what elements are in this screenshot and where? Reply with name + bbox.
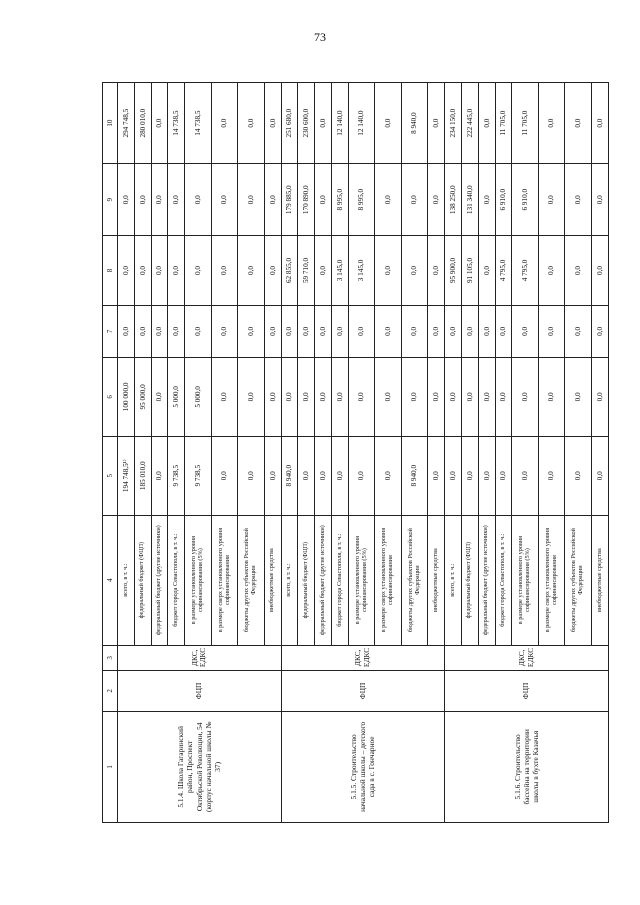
amount-cell: 0,0 [428, 236, 445, 306]
amount-cell: 0,0 [538, 305, 565, 357]
amount-cell: 0,0 [264, 236, 281, 306]
amount-cell: 0,0 [264, 357, 281, 436]
amount-cell: 62 855,0 [281, 236, 298, 306]
financing-category: всего, в т. ч.: [118, 515, 135, 645]
amount-cell: 0,0 [264, 305, 281, 357]
amount-cell: 6 910,0 [495, 164, 512, 236]
financing-category: всего, в т. ч.: [281, 515, 298, 645]
column-number-8: 8 [103, 236, 118, 306]
amount-cell: 280 010,0 [134, 83, 151, 164]
amount-cell: 0,0 [428, 83, 445, 164]
amount-cell: 0,0 [118, 305, 135, 357]
financing-category: бюджет города Севастополя, в т. ч.: [168, 515, 185, 645]
amount-cell: 0,0 [298, 357, 315, 436]
amount-cell: 0,0 [211, 305, 238, 357]
column-number-6: 6 [103, 357, 118, 436]
amount-cell: 0,0 [185, 236, 212, 306]
amount-cell: 0,0 [461, 305, 478, 357]
amount-cell: 0,0 [401, 164, 428, 236]
column-number-1: 1 [103, 711, 118, 822]
amount-cell: 0,0 [512, 305, 539, 357]
column-number-9: 9 [103, 164, 118, 236]
amount-cell: 0,0 [565, 357, 592, 436]
amount-cell: 8 940,0 [401, 83, 428, 164]
amount-cell: 0,0 [211, 436, 238, 515]
amount-cell: 8 995,0 [332, 164, 349, 236]
financing-category: внебюджетные средства [591, 515, 608, 645]
funding-source: ФЦП [281, 671, 445, 712]
amount-cell: 6 910,0 [512, 164, 539, 236]
amount-cell: 0,0 [348, 357, 375, 436]
amount-cell: 0,0 [151, 236, 168, 306]
object-name: 5.1.5. Строительство начальной школы – детского сада в с. Гончарное [281, 711, 445, 822]
amount-cell: 0,0 [375, 305, 402, 357]
amount-cell: 0,0 [495, 436, 512, 515]
financing-category: федеральный бюджет (другие источники) [151, 515, 168, 645]
amount-cell: 138 250,0 [445, 164, 462, 236]
amount-cell: 294 748,5 [118, 83, 135, 164]
financing-category: в размере сверх установленного уровня софинансирования [375, 515, 402, 645]
amount-cell: 0,0 [591, 236, 608, 306]
amount-cell: 0,0 [591, 357, 608, 436]
amount-cell: 14 738,5 [168, 83, 185, 164]
amount-cell: 12 140,0 [348, 83, 375, 164]
financing-category: всего, в т. ч.: [445, 515, 462, 645]
amount-cell: 95 900,0 [445, 236, 462, 306]
amount-cell: 100 000,0 [118, 357, 135, 436]
responsible-party: ДКС, ЕДКС [118, 645, 282, 671]
amount-cell: 0,0 [565, 164, 592, 236]
financing-category: в размере сверх установленного уровня софинансирования [211, 515, 238, 645]
amount-cell: 0,0 [375, 357, 402, 436]
amount-cell: 8 940,0 [401, 436, 428, 515]
amount-cell: 0,0 [428, 436, 445, 515]
amount-cell: 0,0 [591, 164, 608, 236]
amount-cell: 0,0 [211, 236, 238, 306]
financing-category: бюджеты других субъектов Российской Федерации [401, 515, 428, 645]
amount-cell: 0,0 [538, 164, 565, 236]
amount-cell: 9 738,5 [185, 436, 212, 515]
amount-cell: 0,0 [591, 83, 608, 164]
amount-cell: 0,0 [428, 164, 445, 236]
amount-cell: 95 000,0 [134, 357, 151, 436]
amount-cell: 222 445,0 [461, 83, 478, 164]
amount-cell: 11 705,0 [512, 83, 539, 164]
amount-cell: 0,0 [428, 357, 445, 436]
amount-cell: 131 340,0 [461, 164, 478, 236]
responsible-party: ДКС, ЕДКС [445, 645, 609, 671]
financing-category: бюджеты других субъектов Российской Федерации [238, 515, 265, 645]
amount-cell: 0,0 [538, 436, 565, 515]
amount-cell: 234 150,0 [445, 83, 462, 164]
amount-cell: 0,0 [151, 436, 168, 515]
amount-cell: 0,0 [348, 305, 375, 357]
amount-cell: 251 680,0 [281, 83, 298, 164]
column-number-5: 5 [103, 436, 118, 515]
financing-category: в размере сверх установленного уровня софинансирования [538, 515, 565, 645]
amount-cell: 0,0 [315, 436, 332, 515]
amount-cell: 5 000,0 [185, 357, 212, 436]
column-number-3: 3 [103, 645, 118, 671]
amount-cell: 0,0 [151, 83, 168, 164]
funding-table [102, 82, 609, 823]
amount-cell: 0,0 [118, 164, 135, 236]
amount-cell: 0,0 [495, 357, 512, 436]
amount-cell: 0,0 [478, 83, 495, 164]
amount-cell: 0,0 [238, 83, 265, 164]
amount-cell: 0,0 [565, 436, 592, 515]
page-number: 73 [314, 30, 326, 44]
amount-cell: 0,0 [264, 164, 281, 236]
amount-cell: 0,0 [168, 305, 185, 357]
financing-category: внебюджетные средства [264, 515, 281, 645]
financing-category: бюджет города Севастополя, в т. ч.: [495, 515, 512, 645]
amount-cell: 0,0 [591, 436, 608, 515]
amount-cell: 3 145,0 [332, 236, 349, 306]
amount-cell: 0,0 [461, 436, 478, 515]
financing-category: в размере установленного уровня софинансирования (5%) [185, 515, 212, 645]
rotated-table-container [102, 82, 609, 823]
amount-cell: 0,0 [461, 357, 478, 436]
amount-cell: 0,0 [211, 164, 238, 236]
financing-category: внебюджетные средства [428, 515, 445, 645]
amount-cell: 12 140,0 [332, 83, 349, 164]
amount-cell: 0,0 [375, 83, 402, 164]
amount-cell: 0,0 [445, 436, 462, 515]
amount-cell: 0,0 [315, 164, 332, 236]
amount-cell: 0,0 [538, 83, 565, 164]
amount-cell: 0,0 [375, 436, 402, 515]
amount-cell: 5 000,0 [168, 357, 185, 436]
amount-cell: 0,0 [151, 164, 168, 236]
amount-cell: 11 705,0 [495, 83, 512, 164]
amount-cell: 0,0 [134, 236, 151, 306]
responsible-party: ДКС, ЕДКС [281, 645, 445, 671]
amount-cell: 0,0 [428, 305, 445, 357]
financing-category: бюджеты других субъектов Российской Федерации [565, 515, 592, 645]
amount-cell: 9 738,5 [168, 436, 185, 515]
amount-cell: 0,0 [478, 164, 495, 236]
amount-cell: 0,0 [332, 436, 349, 515]
amount-cell: 0,0 [445, 305, 462, 357]
amount-cell: 0,0 [565, 83, 592, 164]
amount-cell: 0,0 [298, 436, 315, 515]
object-name: 5.1.4. Школа Гагаринский район, Проспект Октябрьской Революции, 54 (корпус начальной школы № 37) [118, 711, 282, 822]
amount-cell: 230 600,0 [298, 83, 315, 164]
amount-cell: 0,0 [168, 236, 185, 306]
financing-category: федеральный бюджет (ФЦП) [461, 515, 478, 645]
amount-cell: 0,0 [238, 236, 265, 306]
amount-cell: 0,0 [538, 236, 565, 306]
amount-cell: 4 795,0 [512, 236, 539, 306]
financing-category: в размере установленного уровня софинансирования (5%) [348, 515, 375, 645]
column-number-2: 2 [103, 671, 118, 712]
amount-cell: 0,0 [478, 436, 495, 515]
column-number-7: 7 [103, 305, 118, 357]
object-name: 5.1.6. Строительство бассейна на территории школы в бухте Казачья [445, 711, 609, 822]
table-body [118, 83, 609, 823]
amount-cell: 0,0 [478, 236, 495, 306]
amount-cell: 0,0 [151, 305, 168, 357]
amount-cell: 0,0 [238, 164, 265, 236]
amount-cell: 3 145,0 [348, 236, 375, 306]
amount-cell: 0,0 [538, 357, 565, 436]
amount-cell: 179 885,0 [281, 164, 298, 236]
financing-category: федеральный бюджет (ФЦП) [134, 515, 151, 645]
amount-cell: 0,0 [565, 305, 592, 357]
amount-cell: 8 995,0 [348, 164, 375, 236]
amount-cell: 0,0 [512, 357, 539, 436]
amount-cell: 0,0 [238, 357, 265, 436]
amount-cell: 0,0 [151, 357, 168, 436]
amount-cell: 0,0 [315, 357, 332, 436]
financing-category: в размере установленного уровня софинансирования (5%) [512, 515, 539, 645]
amount-cell: 0,0 [401, 357, 428, 436]
amount-cell: 0,0 [211, 357, 238, 436]
amount-cell: 0,0 [591, 305, 608, 357]
amount-cell: 0,0 [281, 305, 298, 357]
financing-category: федеральный бюджет (ФЦП) [298, 515, 315, 645]
column-number-4: 4 [103, 515, 118, 645]
header-row [103, 83, 118, 823]
financing-category: федеральный бюджет (другие источники) [315, 515, 332, 645]
amount-cell: 0,0 [238, 436, 265, 515]
amount-cell: 0,0 [315, 236, 332, 306]
amount-cell: 0,0 [565, 236, 592, 306]
amount-cell: 0,0 [495, 305, 512, 357]
amount-cell: 0,0 [238, 305, 265, 357]
amount-cell: 0,0 [478, 357, 495, 436]
amount-cell: 0,0 [118, 236, 135, 306]
amount-cell: 4 795,0 [495, 236, 512, 306]
amount-cell: 0,0 [512, 436, 539, 515]
amount-cell: 0,0 [375, 236, 402, 306]
amount-cell: 0,0 [478, 305, 495, 357]
financing-category: федеральный бюджет (другие источники) [478, 515, 495, 645]
amount-cell: 0,0 [211, 83, 238, 164]
amount-cell: 170 890,0 [298, 164, 315, 236]
amount-cell: 0,0 [332, 305, 349, 357]
table-row [118, 83, 135, 823]
amount-cell: 91 105,0 [461, 236, 478, 306]
amount-cell: 59 710,0 [298, 236, 315, 306]
funding-source: ФЦП [445, 671, 609, 712]
funding-source: ФЦП [118, 671, 282, 712]
amount-cell: 0,0 [332, 357, 349, 436]
amount-cell: 0,0 [315, 83, 332, 164]
amount-cell: 0,0 [401, 236, 428, 306]
amount-cell: 0,0 [375, 164, 402, 236]
amount-cell: 0,0 [264, 436, 281, 515]
financing-category: бюджет города Севастополя, в т. ч.: [332, 515, 349, 645]
amount-cell: 194 748,5¹⁾ [118, 436, 135, 515]
amount-cell: 0,0 [445, 357, 462, 436]
amount-cell: 8 940,0 [281, 436, 298, 515]
amount-cell: 185 010,0 [134, 436, 151, 515]
amount-cell: 0,0 [315, 305, 332, 357]
amount-cell: 0,0 [185, 305, 212, 357]
amount-cell: 0,0 [264, 83, 281, 164]
amount-cell: 0,0 [401, 305, 428, 357]
column-number-10: 10 [103, 83, 118, 164]
table-row [445, 83, 462, 823]
amount-cell: 14 738,5 [185, 83, 212, 164]
table-row [281, 83, 298, 823]
amount-cell: 0,0 [348, 436, 375, 515]
amount-cell: 0,0 [281, 357, 298, 436]
amount-cell: 0,0 [134, 164, 151, 236]
amount-cell: 0,0 [134, 305, 151, 357]
amount-cell: 0,0 [298, 305, 315, 357]
amount-cell: 0,0 [168, 164, 185, 236]
amount-cell: 0,0 [185, 164, 212, 236]
